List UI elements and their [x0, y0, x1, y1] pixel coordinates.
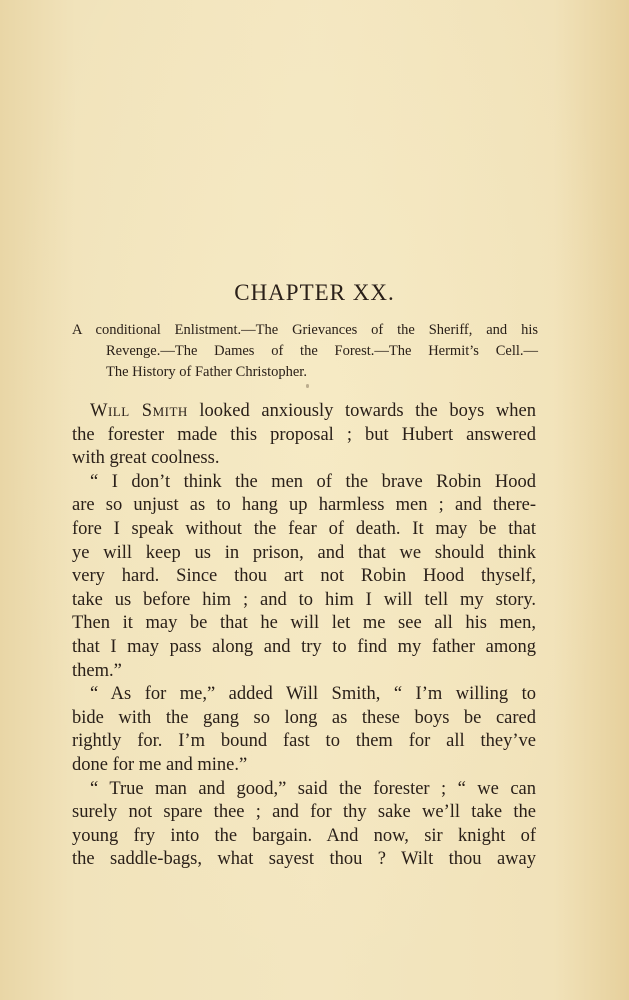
text-line: bide with the gang so long as these boys be cared [72, 707, 536, 728]
synopsis-line: A conditional Enlistment.—The Grievances of the Sheriff, and his [72, 322, 538, 338]
text-line: fore I speak without the fear of death. It may be that [72, 518, 536, 539]
text-line: ye will keep us in prison, and that we should think [72, 542, 536, 563]
chapter-synopsis [72, 320, 538, 383]
ink-speck [306, 384, 309, 388]
text-line: are so unjust as to hang up harmless men ; and there- [72, 495, 536, 516]
text-line: them.” [72, 660, 122, 681]
text-line: Then it may be that he will let me see all his men, [72, 613, 536, 634]
text-line: young fry into the bargain. And now, sir knight of [72, 825, 536, 846]
text-line: with great coolness. [72, 448, 220, 469]
opening-name: Will Smith [90, 401, 188, 421]
text-line: done for me and mine.” [72, 754, 248, 775]
text-line: that I may pass along and try to find my father among [72, 636, 536, 657]
text-line: take us before him ; and to him I will tell my story. [72, 589, 536, 610]
text-line: very hard. Since thou art not Robin Hood thyself, [72, 566, 536, 587]
text-line: the forester made this proposal ; but Hubert answered [72, 424, 536, 445]
synopsis-line: The History of Father Christopher. [106, 364, 307, 380]
text-line: “ As for me,” added Will Smith, “ I’m willing to [90, 684, 536, 705]
body-text [72, 400, 536, 872]
text-line: looked anxiously towards the boys when [199, 401, 536, 421]
text-line: “ I don’t think the men of the brave Robin Hood [90, 471, 536, 492]
text-line-opening [72, 400, 536, 424]
text-line: the saddle-bags, what sayest thou ? Wilt thou away [72, 849, 536, 870]
synopsis-line: Revenge.—The Dames of the Forest.—The Hermit’s Cell.— [106, 343, 538, 359]
text-line: “ True man and good,” said the forester ; “ we can [90, 778, 536, 799]
text-line: rightly for. I’m bound fast to them for all they’ve [72, 731, 536, 752]
text-line: surely not spare thee ; and for thy sake we’ll take the [72, 802, 536, 823]
chapter-title: CHAPTER XX. [234, 280, 395, 305]
